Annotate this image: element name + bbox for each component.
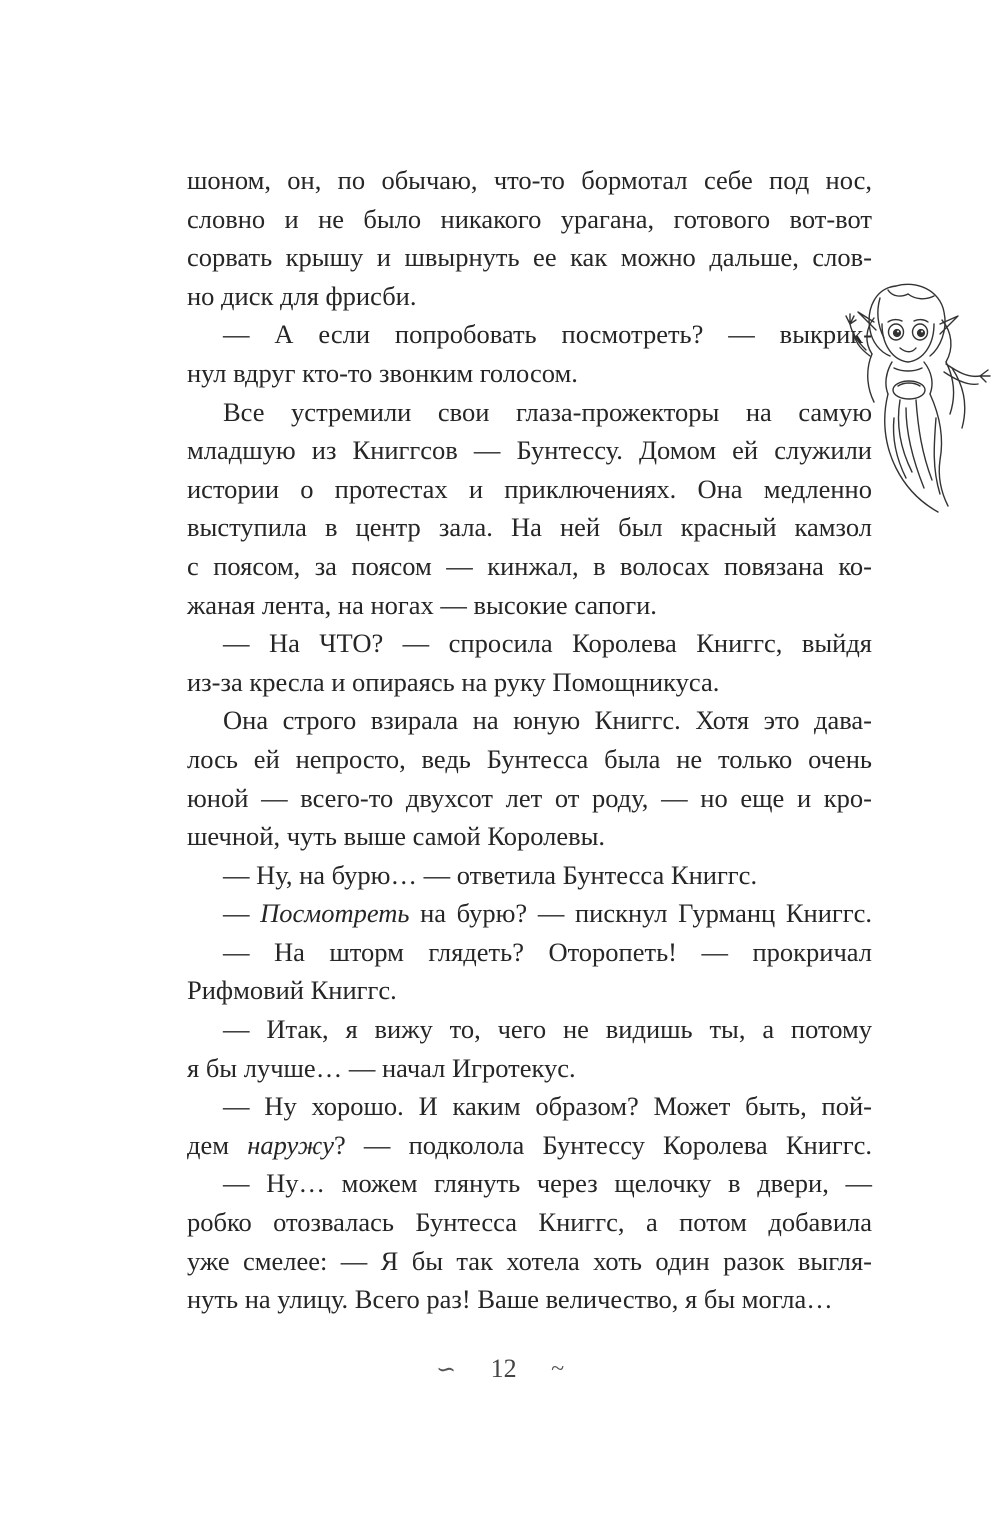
text-line: — Итак, я вижу то, чего не видишь ты, а потому (223, 1014, 872, 1045)
text-line: — На ЧТО? — спросила Королева Книггс, выйдя (223, 628, 872, 659)
text-line: шоном, он, по обычаю, что-то бормотал себе под нос, (187, 165, 872, 195)
text-line: сорвать крышу и швырнуть ее как можно дальше, слов- (187, 242, 872, 273)
text-line: лось ей непросто, ведь Бунтесса была не только очень (187, 743, 872, 774)
text-line: Она строго взирала на юную Книггс. Хотя это дава- (223, 705, 872, 736)
text-line: но диск для фрисби. (187, 280, 417, 311)
text-line: младшую из Книггсов — Бунтессу. Домом ей служили (187, 435, 872, 466)
text-line: Рифмовий Книггс. (187, 975, 397, 1006)
text-line: юной — всего-то двухсот лет от роду, — но еще и кро- (187, 782, 872, 813)
text-run: ? — подколола Бунтессу Королева Книггс. (334, 1129, 873, 1160)
text-line: истории о протестах и приключениях. Она медленно (187, 473, 872, 504)
text-line: — Ну… можем глянуть через щелочку в двери, — (223, 1168, 872, 1199)
text-line: из-за кресла и опираясь на руку Помощникуса. (187, 666, 720, 697)
text-line: — Ну хорошо. И каким образом? Может быть, пой- (223, 1091, 872, 1122)
text-line: нуть на улицу. Всего раз! Ваше величество, я бы могла… (187, 1284, 833, 1315)
text-line (187, 894, 872, 933)
text-line: с поясом, за поясом — кинжал, в волосах повязана ко- (187, 550, 872, 581)
text-line: жаная лента, на ногах — высокие сапоги. (187, 589, 657, 620)
text-line: шечной, чуть выше самой Королевы. (187, 821, 606, 852)
text-line: нул вдруг кто-то звонким голосом. (187, 357, 578, 388)
text-run: на бурю? — пискнул Гурманц Книггс. (409, 898, 872, 929)
text-run: — (223, 898, 261, 929)
right-ornament: ~ (551, 1355, 565, 1382)
text-line: робко отозвалась Бунтесса Книггс, а потом добавила (187, 1207, 872, 1238)
italic-run: наружу (247, 1129, 334, 1160)
left-ornament: ∽ (435, 1356, 457, 1383)
text-line: уже смелее: — Я бы так хотела хоть один разок выгля- (187, 1245, 872, 1276)
text-line: — Ну, на бурю… — ответила Бунтесса Книггс. (223, 859, 758, 890)
italic-run: Посмотреть (260, 898, 410, 929)
fairy-girl-illustration (836, 268, 996, 518)
text-line: словно и не было никакого урагана, готового вот-вот (187, 203, 872, 234)
text-line: я бы лучше… — начал Игротекус. (187, 1052, 576, 1083)
text-line: — А если попробовать посмотреть? — выкрик- (223, 319, 872, 350)
text-run: дем (187, 1129, 248, 1160)
text-line (187, 1126, 872, 1165)
body-text (187, 161, 872, 1319)
text-line: — На шторм глядеть? Оторопеть! — прокричал (223, 936, 872, 967)
text-line: выступила в центр зала. На ней был красный камзол (187, 512, 872, 543)
page-number: 12 (490, 1354, 517, 1384)
text-line: Все устремили свои глаза-прожекторы на самую (223, 396, 872, 427)
page-footer (0, 1352, 1000, 1384)
